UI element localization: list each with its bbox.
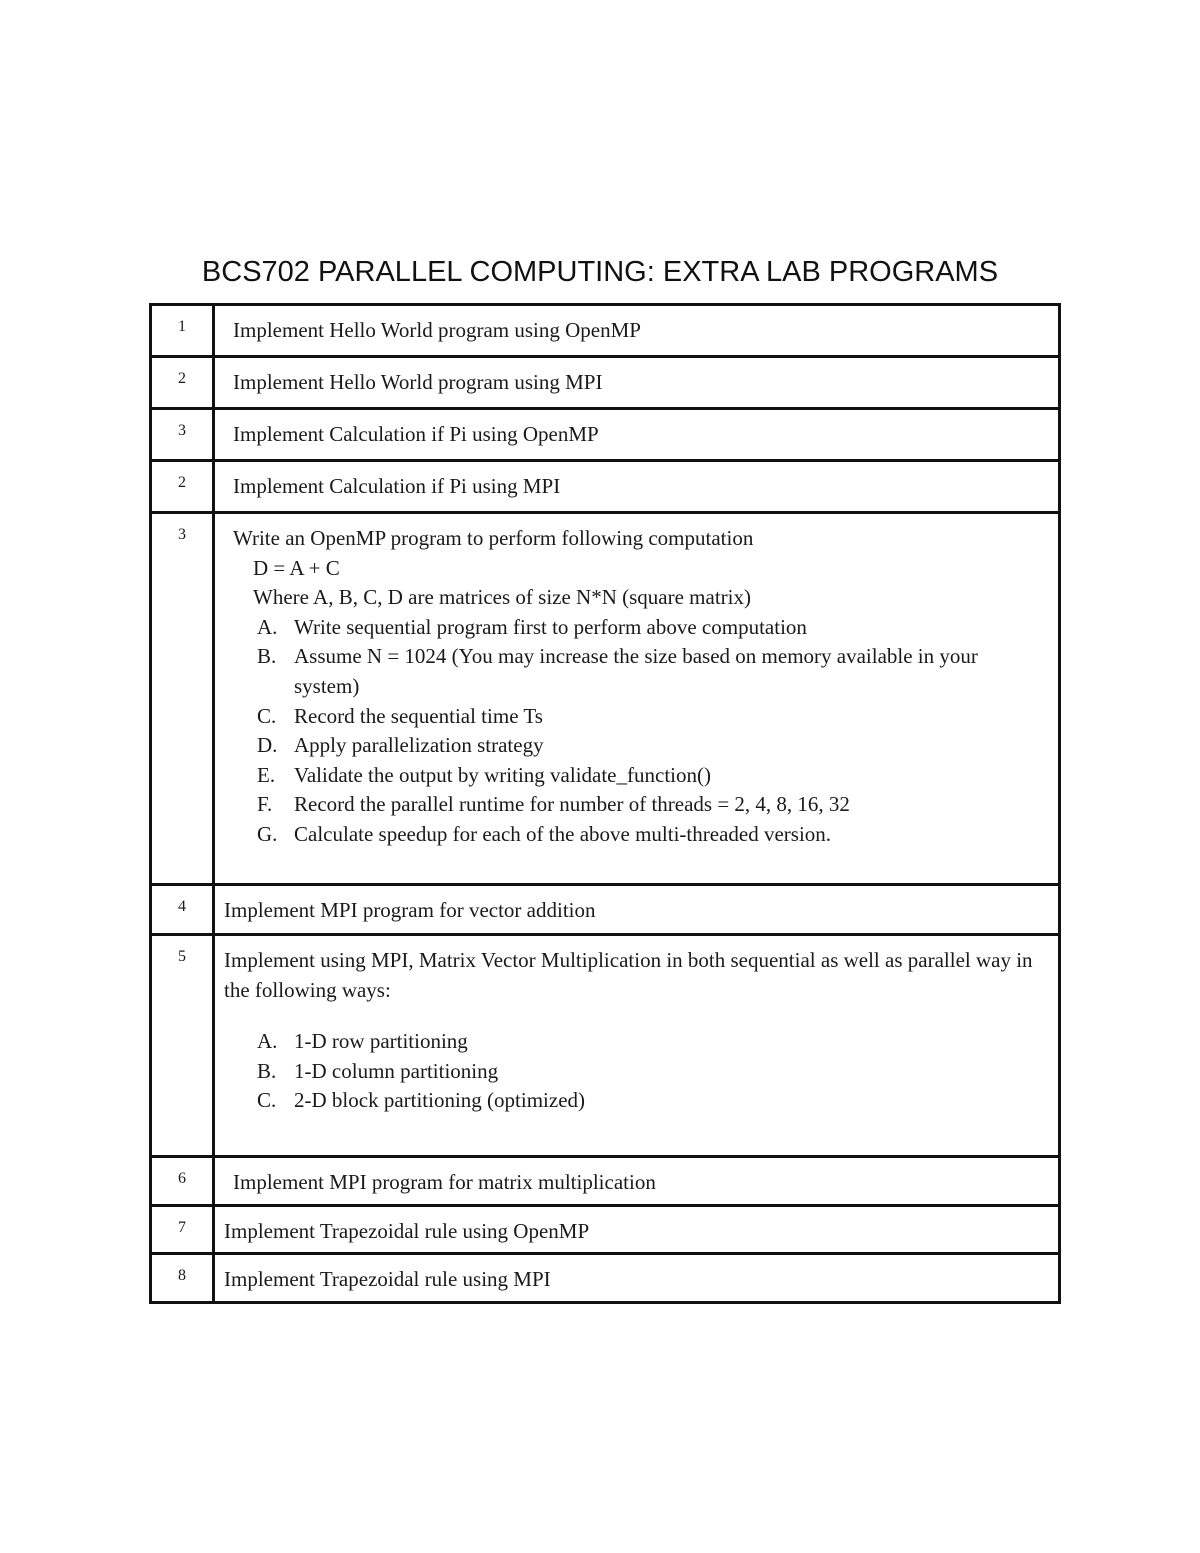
lab-programs-table	[149, 303, 1061, 1304]
task-text: Implement Calculation if Pi using OpenMP	[214, 409, 1060, 461]
table-row	[151, 1254, 1060, 1303]
step-text: 1-D row partitioning	[294, 1029, 468, 1054]
table-row	[151, 1157, 1060, 1206]
step-marker: B.	[257, 1058, 277, 1083]
step-marker: A.	[257, 614, 278, 639]
step-marker: E.	[257, 762, 276, 787]
row-number: 8	[151, 1254, 214, 1303]
task-text: Implement Trapezoidal rule using OpenMP	[214, 1205, 1060, 1254]
list-item	[257, 731, 1042, 761]
row-number: 5	[151, 935, 214, 1157]
task-equation: D = A + C	[253, 555, 340, 580]
task-intro: Write an OpenMP program to perform following computation	[233, 526, 754, 550]
task-cell	[214, 513, 1060, 885]
list-item	[257, 1027, 1042, 1057]
row-number: 6	[151, 1157, 214, 1206]
row-number: 3	[151, 513, 214, 885]
list-item	[257, 613, 1042, 643]
step-text: Record the sequential time Ts	[294, 703, 543, 728]
task-text: Implement Hello World program using MPI	[214, 357, 1060, 409]
step-text: Calculate speedup for each of the above multi-threaded version.	[294, 821, 832, 846]
task-text: Implement Trapezoidal rule using MPI	[214, 1254, 1060, 1303]
table-row	[151, 885, 1060, 935]
step-marker: D.	[257, 733, 278, 758]
list-item	[257, 702, 1042, 732]
list-item	[257, 642, 1042, 701]
list-item	[257, 1057, 1042, 1087]
step-marker: A.	[257, 1029, 278, 1054]
step-marker: G.	[257, 821, 278, 846]
row-number: 3	[151, 409, 214, 461]
task-text: Implement Calculation if Pi using MPI	[214, 461, 1060, 513]
step-text: 1-D column partitioning	[294, 1058, 499, 1083]
step-text: Assume N = 1024 (You may increase the size based on memory available in your system)	[294, 644, 978, 698]
list-item	[257, 820, 1042, 850]
step-list	[233, 613, 1042, 850]
list-item	[257, 761, 1042, 791]
step-text: Validate the output by writing validate_function()	[294, 762, 711, 787]
spacer	[224, 1005, 1042, 1027]
page-title: BCS702 PARALLEL COMPUTING: EXTRA LAB PROGRAMS	[201, 256, 999, 288]
task-text: Implement MPI program for vector addition	[214, 885, 1060, 935]
step-list	[224, 1027, 1042, 1116]
table-row	[151, 513, 1060, 885]
step-text: 2-D block partitioning (optimized)	[294, 1088, 586, 1113]
step-marker: B.	[257, 644, 277, 669]
table-row	[151, 461, 1060, 513]
step-marker: C.	[257, 703, 277, 728]
table-row	[151, 1205, 1060, 1254]
step-marker: F.	[257, 792, 273, 817]
row-number: 7	[151, 1205, 214, 1254]
table-row	[151, 357, 1060, 409]
task-where: Where A, B, C, D are matrices of size N*N (square matrix)	[253, 585, 751, 610]
task-text: Implement Hello World program using OpenMP	[214, 305, 1060, 357]
list-item	[257, 790, 1042, 820]
task-text: Implement MPI program for matrix multiplication	[214, 1157, 1060, 1206]
table-row	[151, 305, 1060, 357]
task-cell	[214, 935, 1060, 1157]
row-number: 2	[151, 461, 214, 513]
row-number: 4	[151, 885, 214, 935]
row-number: 1	[151, 305, 214, 357]
step-text: Write sequential program first to perform above computation	[294, 614, 807, 639]
table-row	[151, 935, 1060, 1157]
step-marker: C.	[257, 1088, 277, 1113]
task-intro: Implement using MPI, Matrix Vector Multiplication in both sequential as well as parallel way in the following ways:	[224, 948, 1033, 1002]
list-item	[257, 1086, 1042, 1116]
step-text: Apply parallelization strategy	[294, 733, 544, 758]
step-text: Record the parallel runtime for number of threads = 2, 4, 8, 16, 32	[294, 792, 850, 817]
table-row	[151, 409, 1060, 461]
row-number: 2	[151, 357, 214, 409]
